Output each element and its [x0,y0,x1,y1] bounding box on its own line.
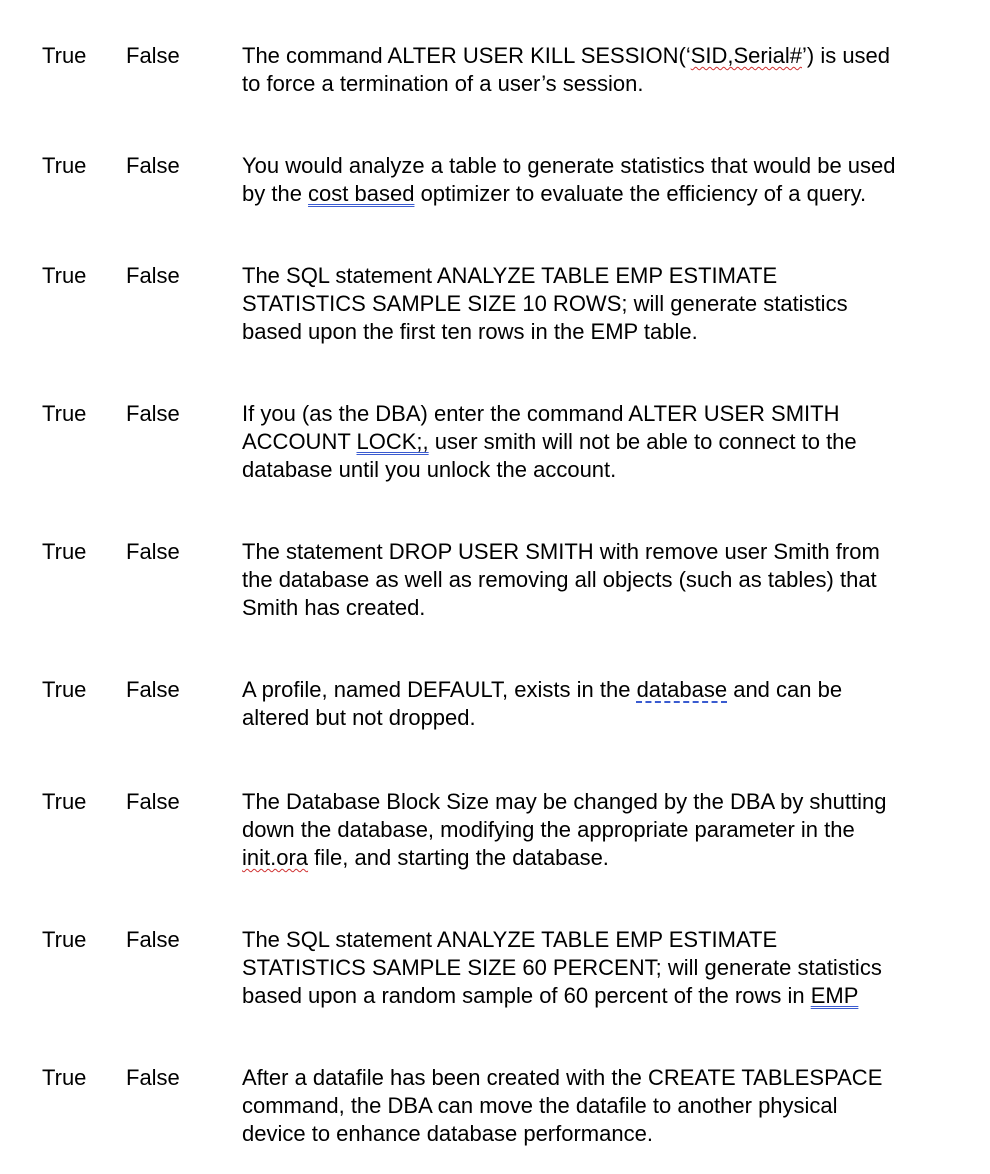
true-option[interactable]: True [42,927,87,952]
statement-line [242,42,972,70]
statement-text: If you (as the DBA) enter the command ALTER USER SMITH [242,401,840,426]
statement-text: The SQL statement ANALYZE TABLE EMP ESTIMATE [242,263,778,288]
style-flagged-text: database [636,677,728,702]
question-statement [242,1064,972,1148]
statement-line [242,1064,972,1092]
question-statement [242,788,972,872]
statement-text: optimizer to evaluate the efficiency of a query. [414,181,867,206]
grammar-flagged-text: EMP [810,983,859,1008]
true-option[interactable]: True [42,1065,87,1090]
statement-text: command, the DBA can move the datafile to another physical [242,1093,838,1118]
false-option[interactable]: False [126,43,180,68]
statement-text: You would analyze a table to generate statistics that would be used [242,153,896,178]
statement-line [242,262,972,290]
statement-line [242,400,972,428]
spelling-flagged-text: SID,Serial# [690,43,802,68]
grammar-flagged-text: LOCK;, [356,429,429,454]
statement-text: down the database, modifying the appropriate parameter in the [242,817,855,842]
statement-line [242,180,972,208]
statement-text: database until you unlock the account. [242,457,617,482]
statement-line [242,788,972,816]
statement-line [242,1092,972,1120]
false-option[interactable]: False [126,263,180,288]
statement-text: by the [242,181,309,206]
question-statement [242,400,972,484]
statement-text: The statement DROP USER SMITH with remove user Smith from [242,539,880,564]
true-option[interactable]: True [42,677,87,702]
false-option[interactable]: False [126,789,180,814]
question-statement [242,152,972,208]
false-option[interactable]: False [126,539,180,564]
question-statement [242,42,972,98]
statement-line [242,926,972,954]
statement-line [242,152,972,180]
statement-line [242,704,972,732]
statement-text: The command ALTER USER KILL SESSION(‘ [242,43,691,68]
true-option[interactable]: True [42,539,87,564]
statement-line [242,844,972,872]
statement-line [242,594,972,622]
false-option[interactable]: False [126,401,180,426]
statement-text: device to enhance database performance. [242,1121,653,1146]
statement-text: altered but not dropped. [242,705,476,730]
statement-text: The SQL statement ANALYZE TABLE EMP ESTIMATE [242,927,778,952]
statement-text: ACCOUNT [242,429,357,454]
statement-text: file, and starting the database. [308,845,609,870]
false-option[interactable]: False [126,153,180,178]
true-option[interactable]: True [42,401,87,426]
statement-text: ’) is used [802,43,891,68]
question-statement [242,676,972,732]
true-option[interactable]: True [42,43,87,68]
false-option[interactable]: False [126,677,180,702]
statement-text: based upon the first ten rows in the EMP table. [242,319,698,344]
statement-line [242,538,972,566]
grammar-flagged-text: cost based [308,181,415,206]
question-statement [242,262,972,346]
statement-line [242,676,972,704]
statement-line [242,428,972,456]
statement-line [242,456,972,484]
statement-line [242,566,972,594]
statement-line [242,318,972,346]
statement-text: After a datafile has been created with the CREATE TABLESPACE [242,1065,883,1090]
spelling-flagged-text: init.ora [242,845,309,870]
statement-text: STATISTICS SAMPLE SIZE 60 PERCENT; will generate statistics [242,955,882,980]
false-option[interactable]: False [126,1065,180,1090]
statement-line [242,290,972,318]
statement-line [242,1120,972,1148]
false-option[interactable]: False [126,927,180,952]
true-option[interactable]: True [42,263,87,288]
statement-line [242,954,972,982]
statement-line [242,816,972,844]
true-option[interactable]: True [42,153,87,178]
statement-text: STATISTICS SAMPLE SIZE 10 ROWS; will generate statistics [242,291,848,316]
statement-text: user smith will not be able to connect to the [428,429,857,454]
statement-line [242,982,972,1010]
statement-line [242,70,972,98]
statement-text: based upon a random sample of 60 percent of the rows in [242,983,811,1008]
statement-text: The Database Block Size may be changed by the DBA by shutting [242,789,887,814]
statement-text: A profile, named DEFAULT, exists in the [242,677,637,702]
question-statement [242,538,972,622]
statement-text: Smith has created. [242,595,426,620]
question-statement [242,926,972,1010]
statement-text: to force a termination of a user’s session. [242,71,644,96]
true-option[interactable]: True [42,789,87,814]
statement-text: and can be [727,677,843,702]
statement-text: the database as well as removing all objects (such as tables) that [242,567,877,592]
